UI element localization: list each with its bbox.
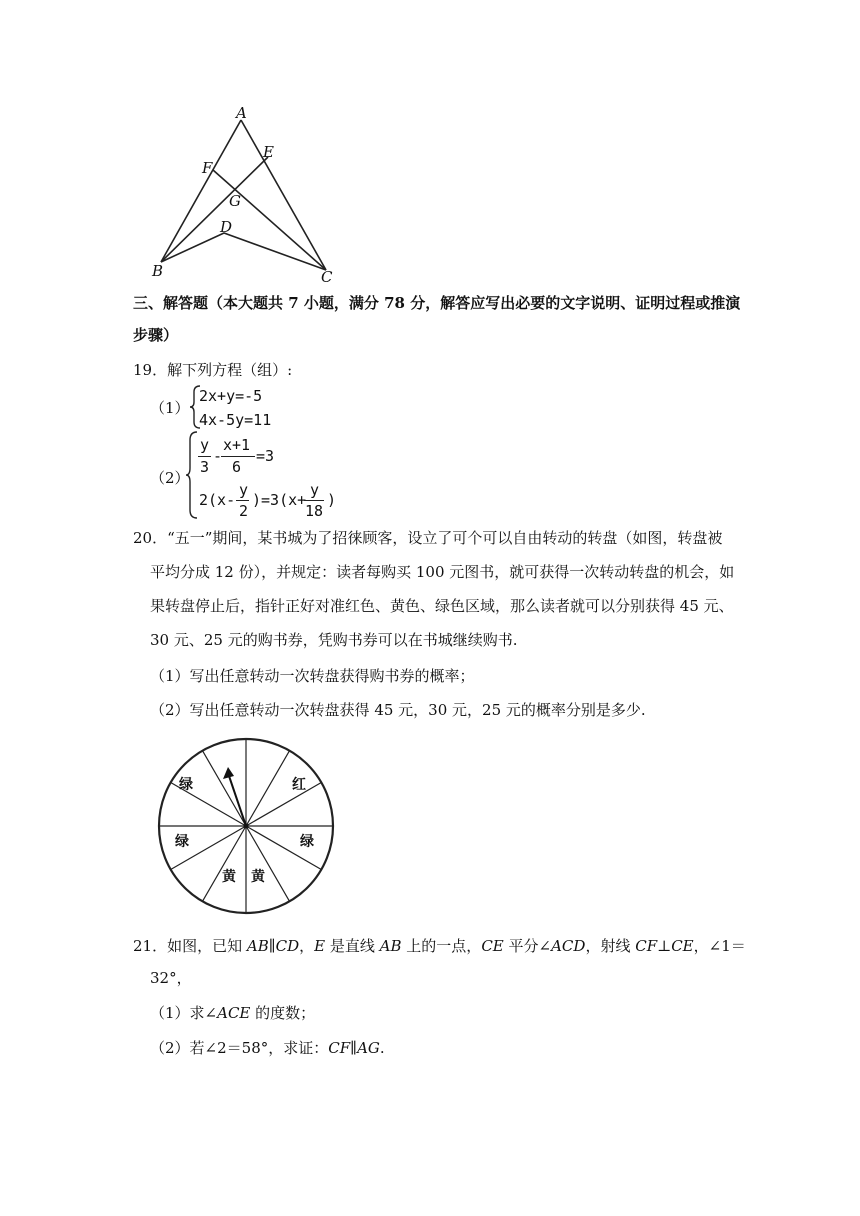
sector-label-green: 绿 [179,777,193,793]
q21-text: . [379,1039,385,1057]
label-g: G [229,192,241,210]
q21-math: CF⊥CE [635,937,694,955]
q21-text: ，射线 [585,937,636,955]
q20-line1: 20．“五一”期间，某书城为了招徕顾客，设立了可个可以自由转动的转盘（如图，转盘被 [133,529,723,547]
q21-math: ACD [551,937,586,955]
brace-icon [184,430,200,520]
spinner-figure [155,735,337,917]
q21-line1 [133,936,746,956]
q21-text: ， [299,937,315,955]
q19-p2-eq2-c: ) [327,491,337,509]
q21-text: 的度数； [250,1004,316,1022]
q19-p2-eq1-rhs: =3 [256,447,275,465]
triangle-figure [140,100,350,285]
minus-sign: - [213,447,223,465]
q20-line4: 30 元、25 元的购书券，凭购书券可以在书城继续购书. [150,631,518,649]
q21-math: CE [481,937,504,955]
q21-math: CF∥AG [328,1039,380,1057]
sector-label-yellow: 黄 [222,869,236,885]
q20-line2: 平均分成 12 份），并规定：读者每购买 100 元图书，就可获得一次转动转盘的机会，如 [150,563,735,581]
label-b: B [152,262,164,280]
q21-text: 21．如图，已知 [133,937,247,955]
q21-math: ACE [217,1004,251,1022]
label-a: A [236,104,247,122]
q19-stem: 19．解下列方程（组）: [133,361,293,379]
sector-label-red: 红 [292,777,306,793]
q21-text: （2）若∠2＝58°，求证： [150,1039,329,1057]
frac-den: 6 [232,458,242,476]
frac-den: 18 [305,502,324,520]
q19-part1-label: （1） [150,399,190,417]
sector-label-yellow: 黄 [251,869,265,885]
frac-num: y [200,436,210,454]
q21-text: 上的一点， [401,937,482,955]
sector-label-green: 绿 [300,834,314,850]
q19-p2-eq2-b: )=3(x+ [252,491,307,509]
segment-be [161,157,268,262]
sector-label-green: 绿 [175,834,189,850]
q21-math: AB∥CD [246,937,300,955]
q21-math: AB [379,937,402,955]
q21-line2: 32°， [150,969,192,987]
segment-ab [161,120,241,262]
frac-num: y [310,481,320,499]
q21-text: 是直线 [325,937,380,955]
label-f: F [202,159,213,177]
label-c: C [321,268,333,285]
q20-line3: 果转盘停止后，指针正好对准红色、黄色、绿色区域，那么读者就可以分别获得 45 元、 [150,597,734,615]
q20-sub1: （1）写出任意转动一次转盘获得购书券的概率； [150,667,475,685]
q21-text: （1）求∠ [150,1004,218,1022]
q21-math: E [314,937,326,955]
section-title: 三、解答题（本大题共 7 小题，满分 78 分，解答应写出必要的文字说明、证明过程或推演 [133,294,741,312]
q19-part2-label: （2） [150,469,190,487]
q19-p2-eq2-a: 2(x- [199,491,236,509]
q21-text: ，∠1＝ [693,937,746,955]
frac-den: 2 [239,502,249,520]
frac-num: x+1 [223,436,251,454]
q19-p1-eq2: 4x-5y=11 [199,411,272,429]
q21-text: 平分∠ [503,937,552,955]
section-title-cont: 步骤） [133,326,179,344]
frac-num: y [239,481,249,499]
segment-ac [241,120,326,270]
q20-sub2: （2）写出任意转动一次转盘获得 45 元，30 元，25 元的概率分别是多少. [150,701,646,719]
label-d: D [220,218,233,236]
q19-p1-eq1: 2x+y=-5 [199,387,263,405]
q21-sub2 [150,1038,385,1058]
q21-sub1 [150,1003,315,1023]
label-e: E [263,143,274,161]
frac-den: 3 [200,458,210,476]
